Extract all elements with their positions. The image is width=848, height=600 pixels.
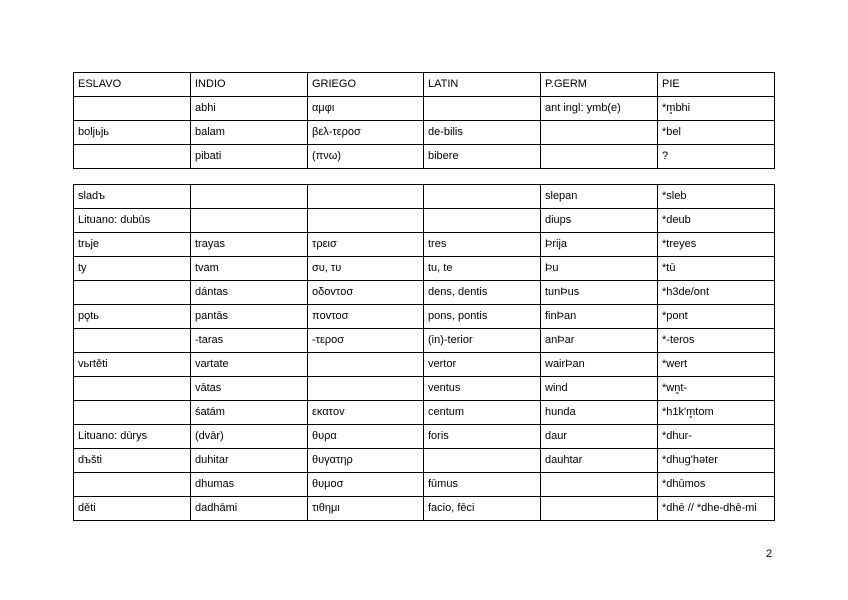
cell-eslavo: trьje (74, 233, 191, 257)
table-row (74, 425, 775, 449)
cell-griego: εκατov (308, 401, 424, 425)
cell-indio: abhi (191, 97, 308, 121)
cell-griego: (πνω) (308, 145, 424, 169)
cell-pie: *wert (658, 353, 775, 377)
cell-griego: oδovτoσ (308, 281, 424, 305)
cell-eslavo: boljьjь (74, 121, 191, 145)
table-row (74, 145, 775, 169)
cell-pie: *dhur- (658, 425, 775, 449)
cell-latin (424, 97, 541, 121)
cell-pie: *h3de/ont (658, 281, 775, 305)
cell-pie: *dhūmos (658, 473, 775, 497)
cell-indio: balam (191, 121, 308, 145)
cell-eslavo (74, 329, 191, 353)
cell-latin (424, 209, 541, 233)
cell-griego: τρεισ (308, 233, 424, 257)
table-row (74, 401, 775, 425)
cell-pgerm (541, 497, 658, 521)
cell-griego: τιθημι (308, 497, 424, 521)
cell-eslavo: Lituano: dubùs (74, 209, 191, 233)
cell-pie: *m̥bhi (658, 97, 775, 121)
cell-pgerm: anÞar (541, 329, 658, 353)
cell-indio: vartate (191, 353, 308, 377)
cell-eslavo (74, 145, 191, 169)
cell-pie: PIE (658, 73, 775, 97)
cell-indio: śatám (191, 401, 308, 425)
cell-indio: vātas (191, 377, 308, 401)
cell-latin: bibere (424, 145, 541, 169)
cell-indio: INDIO (191, 73, 308, 97)
cell-pgerm: wind (541, 377, 658, 401)
cell-latin: fūmus (424, 473, 541, 497)
cell-griego: βελ-τερoσ (308, 121, 424, 145)
cell-indio: trayas (191, 233, 308, 257)
cell-pgerm: wairÞan (541, 353, 658, 377)
cell-indio: dántas (191, 281, 308, 305)
table-row (74, 121, 775, 145)
cell-griego: θυγατηρ (308, 449, 424, 473)
cell-indio: pantās (191, 305, 308, 329)
cell-pie: *-teros (658, 329, 775, 353)
cell-griego: συ, τυ (308, 257, 424, 281)
cell-latin: pons, pontis (424, 305, 541, 329)
cell-indio: pibati (191, 145, 308, 169)
cell-latin: (in)-terior (424, 329, 541, 353)
cell-griego: θυρα (308, 425, 424, 449)
table-row (74, 449, 775, 473)
cell-griego: αμφι (308, 97, 424, 121)
cell-eslavo (74, 473, 191, 497)
cell-pgerm: finÞan (541, 305, 658, 329)
cell-griego: θυμoσ (308, 473, 424, 497)
cell-pgerm: Þu (541, 257, 658, 281)
table-row (74, 377, 775, 401)
cell-pgerm: ant ingl: ymb(e) (541, 97, 658, 121)
cell-indio: dadhāmi (191, 497, 308, 521)
cell-eslavo: dъšti (74, 449, 191, 473)
cell-eslavo: ty (74, 257, 191, 281)
cell-pgerm (541, 121, 658, 145)
table-row (74, 209, 775, 233)
page-number: 2 (766, 548, 773, 560)
cell-latin: ventus (424, 377, 541, 401)
table-row (74, 185, 775, 209)
cell-pgerm: slepan (541, 185, 658, 209)
cell-indio: -taras (191, 329, 308, 353)
cell-eslavo: ESLAVO (74, 73, 191, 97)
cell-eslavo: Lituano: dùrys (74, 425, 191, 449)
cell-pgerm: diups (541, 209, 658, 233)
cell-pie: *h1k'm̥tom (658, 401, 775, 425)
cell-latin: tu, te (424, 257, 541, 281)
cell-griego (308, 185, 424, 209)
comparative-table-bottom (73, 184, 775, 521)
table-row (74, 305, 775, 329)
cell-pie: *bel (658, 121, 775, 145)
cell-eslavo (74, 401, 191, 425)
cell-griego (308, 353, 424, 377)
cell-pie: *deub (658, 209, 775, 233)
header-row (74, 73, 775, 97)
cell-pie: ? (658, 145, 775, 169)
cell-griego: GRIEGO (308, 73, 424, 97)
cell-pie: *dhug'həter (658, 449, 775, 473)
cell-pie: *treyes (658, 233, 775, 257)
cell-pgerm: hunda (541, 401, 658, 425)
cell-indio: dhumas (191, 473, 308, 497)
table-row (74, 233, 775, 257)
cell-latin: vertor (424, 353, 541, 377)
cell-griego (308, 377, 424, 401)
table-row (74, 257, 775, 281)
cell-eslavo: děti (74, 497, 191, 521)
cell-indio (191, 209, 308, 233)
cell-pgerm: dauhtar (541, 449, 658, 473)
cell-latin (424, 449, 541, 473)
cell-pgerm: daur (541, 425, 658, 449)
cell-pie: *wn̥t- (658, 377, 775, 401)
table-row (74, 97, 775, 121)
table-row (74, 473, 775, 497)
table-row (74, 353, 775, 377)
cell-eslavo (74, 97, 191, 121)
cell-latin: centum (424, 401, 541, 425)
cell-latin: foris (424, 425, 541, 449)
cell-indio (191, 185, 308, 209)
cell-griego (308, 209, 424, 233)
cell-pgerm: P.GERM (541, 73, 658, 97)
cell-eslavo: sladъ (74, 185, 191, 209)
cell-eslavo: pǫtь (74, 305, 191, 329)
cell-latin: de-bilis (424, 121, 541, 145)
cell-pie: *pont (658, 305, 775, 329)
cell-latin (424, 185, 541, 209)
cell-pie: *dhē // *dhe-dhē-mi (658, 497, 775, 521)
cell-eslavo (74, 281, 191, 305)
cell-indio: (dvār) (191, 425, 308, 449)
cell-griego: πovτoσ (308, 305, 424, 329)
table-row (74, 281, 775, 305)
table-row (74, 497, 775, 521)
cell-indio: duhitar (191, 449, 308, 473)
cell-pie: *tū (658, 257, 775, 281)
cell-pgerm: tunÞus (541, 281, 658, 305)
cell-eslavo: vьrtěti (74, 353, 191, 377)
cell-latin: facio, fēci (424, 497, 541, 521)
cell-indio: tvam (191, 257, 308, 281)
cell-latin: dens, dentis (424, 281, 541, 305)
comparative-table-top (73, 72, 775, 169)
cell-latin: tres (424, 233, 541, 257)
cell-pgerm: Þrija (541, 233, 658, 257)
cell-pgerm (541, 145, 658, 169)
cell-griego: -τερoσ (308, 329, 424, 353)
cell-pgerm (541, 473, 658, 497)
cell-latin: LATIN (424, 73, 541, 97)
cell-eslavo (74, 377, 191, 401)
cell-pie: *sleb (658, 185, 775, 209)
table-row (74, 329, 775, 353)
